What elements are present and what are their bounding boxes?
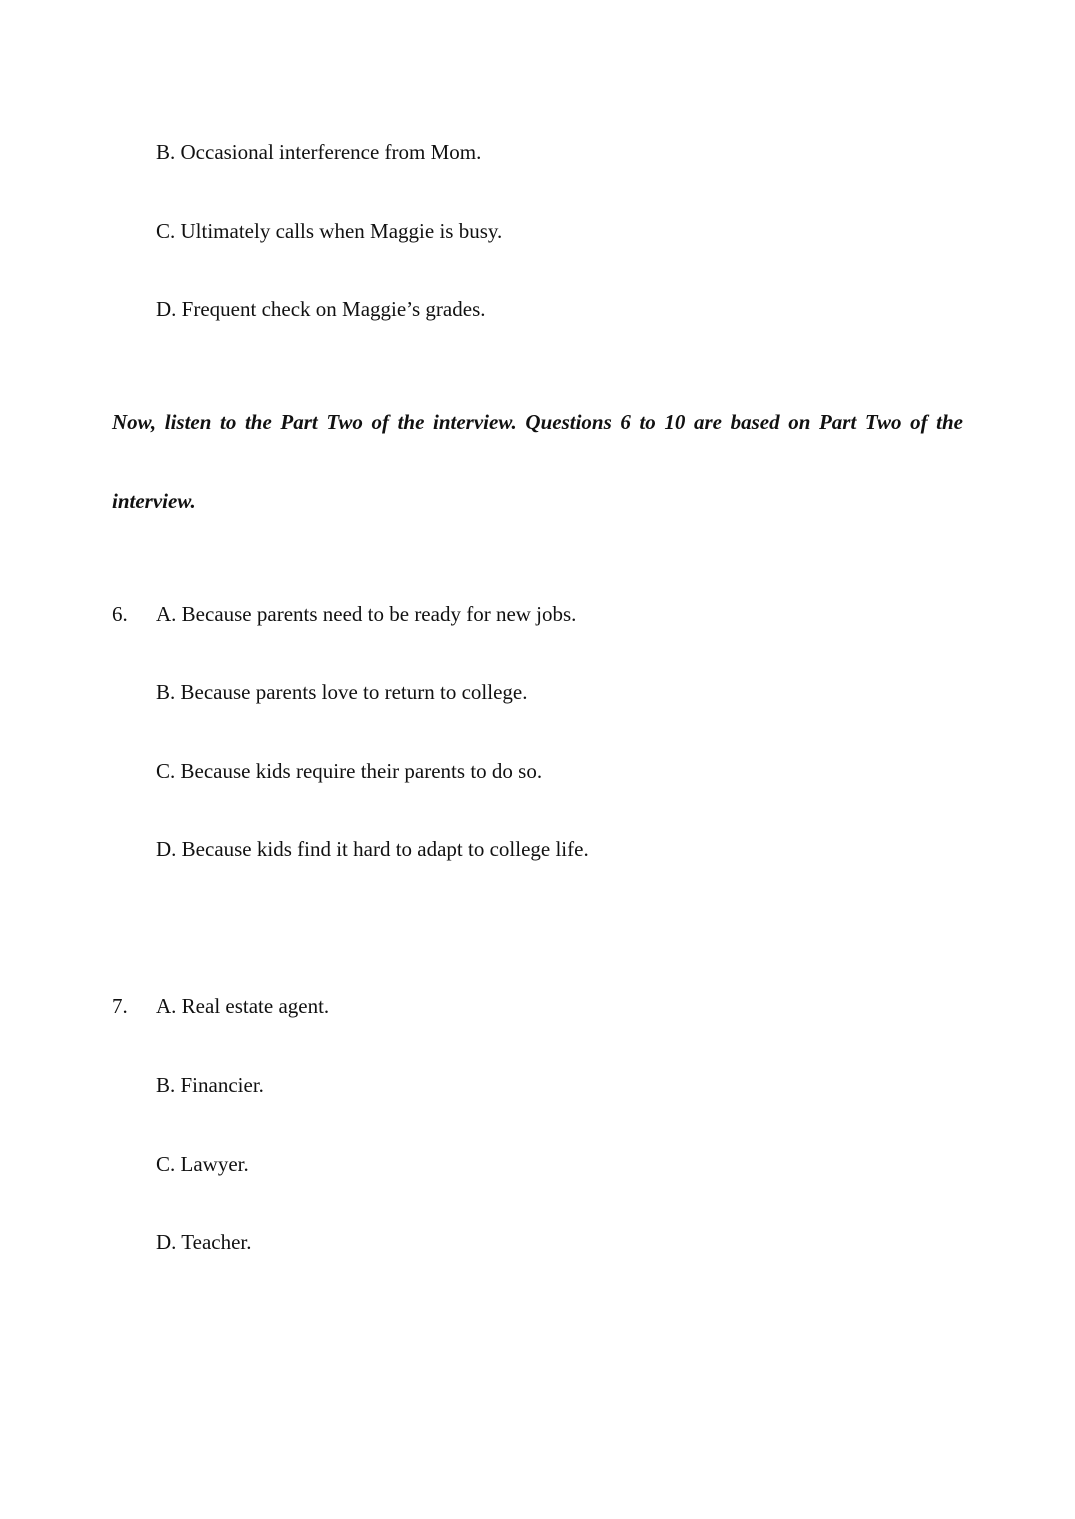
q5-option-c: C. Ultimately calls when Maggie is busy. [156,219,503,243]
q6-option-d: D. Because kids find it hard to adapt to college life. [156,837,589,861]
instruction-line-2: interview. [112,489,196,513]
q6-option-c: C. Because kids require their parents to do so. [156,759,543,783]
q5-option-d: D. Frequent check on Maggie’s grades. [156,297,486,321]
q6-option-a: A. Because parents need to be ready for new jobs. [156,602,577,626]
instruction-line-1: Now, listen to the Part Two of the interview. Questions 6 to 10 are based on Part Two of the [112,410,963,434]
question-number-6: 6. [112,602,128,626]
q7-option-c: C. Lawyer. [156,1152,249,1176]
q7-option-a: A. Real estate agent. [156,994,330,1018]
q6-option-b: B. Because parents love to return to college. [156,680,528,704]
question-number-7: 7. [112,994,128,1018]
q5-option-b: B. Occasional interference from Mom. [156,140,482,164]
q7-option-d: D. Teacher. [156,1230,252,1254]
q7-option-b: B. Financier. [156,1073,264,1097]
